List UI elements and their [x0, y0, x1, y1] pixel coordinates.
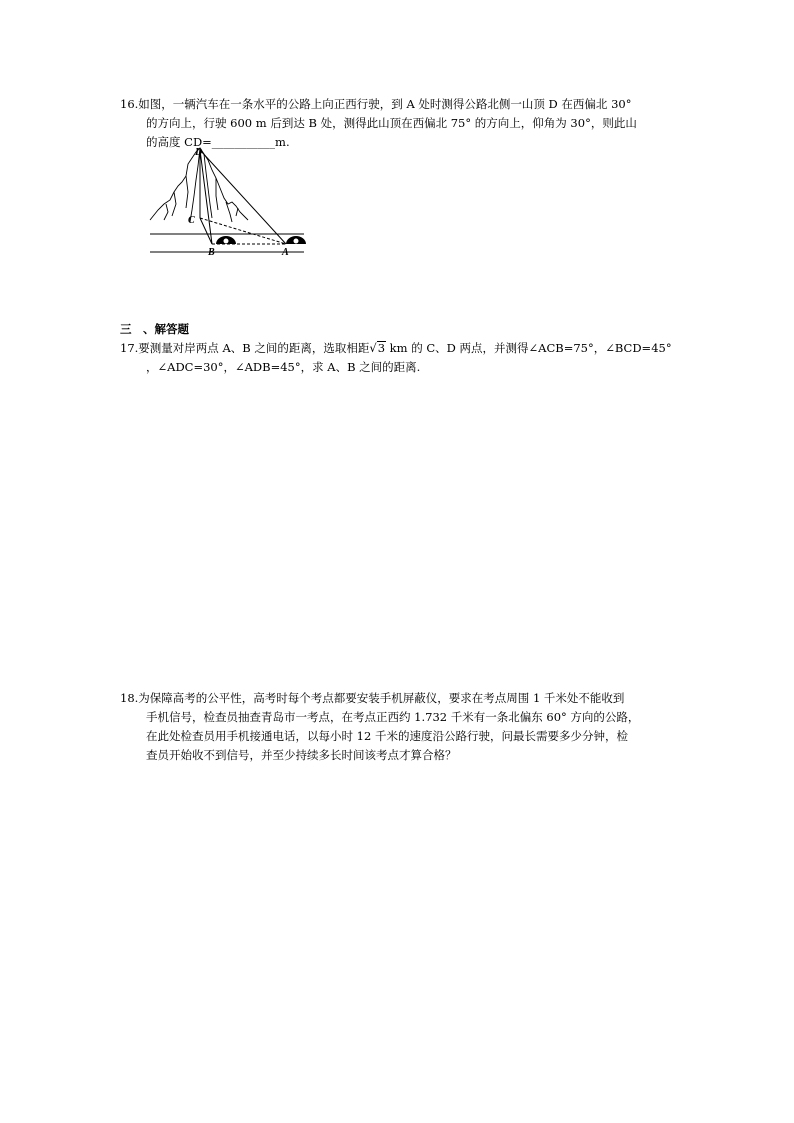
- q17-line-1-post: km 的 C、D 两点，并测得∠ACB=75°，∠BCD=45°: [386, 341, 672, 355]
- label-A: A: [282, 247, 289, 258]
- q16-line-1: 16.如图，一辆汽车在一条水平的公路上向正西行驶，到 A 处时测得公路北侧一山顶 D 在西偏北 30°: [120, 97, 632, 111]
- geometry-lines: [200, 150, 286, 244]
- q17-line-1: [120, 339, 700, 358]
- q16-line-3: 的高度 CD=___________m.: [146, 135, 290, 149]
- q18-line-1: 18.为保障高考的公平性，高考时每个考点都要安装手机屏蔽仪，要求在考点周围 1 千米处不能收到: [120, 691, 625, 705]
- radical-sign: √: [369, 341, 377, 355]
- mountain-figure: [146, 146, 308, 258]
- question-18: [120, 689, 700, 765]
- label-B: B: [208, 247, 215, 258]
- q18-line-2: 手机信号，检查员抽查青岛市一考点，在考点正西约 1.732 千米有一条北偏东 60° 方向的公路，: [146, 710, 640, 724]
- radicand: 3: [377, 341, 386, 355]
- question-17: [120, 339, 700, 377]
- q18-line-3: 在此处检查员用手机接通电话，以每小时 12 千米的速度沿公路行驶，问最长需要多少分钟，检: [146, 729, 628, 743]
- section-heading: 三 、解答题: [120, 322, 189, 336]
- q17-line-2: ，∠ADC=30°，∠ADB=45°，求 A、B 之间的距离.: [146, 360, 421, 374]
- sqrt-3: [369, 339, 386, 358]
- q16-line-2: 的方向上，行驶 600 m 后到达 B 处，测得此山顶在西偏北 75° 的方向上，仰角为 30°，则此山: [146, 116, 637, 130]
- label-D: D: [195, 147, 203, 158]
- car-icon: [216, 236, 236, 244]
- question-16: [120, 95, 700, 152]
- q18-line-4: 查员开始收不到信号，并至少持续多长时间该考点才算合格？: [146, 748, 457, 762]
- car-icon: [286, 236, 306, 244]
- label-C: C: [188, 215, 195, 226]
- q17-line-1-pre: 17.要测量对岸两点 A、B 之间的距离，选取相距: [120, 341, 370, 355]
- mountain-outline: [150, 148, 248, 222]
